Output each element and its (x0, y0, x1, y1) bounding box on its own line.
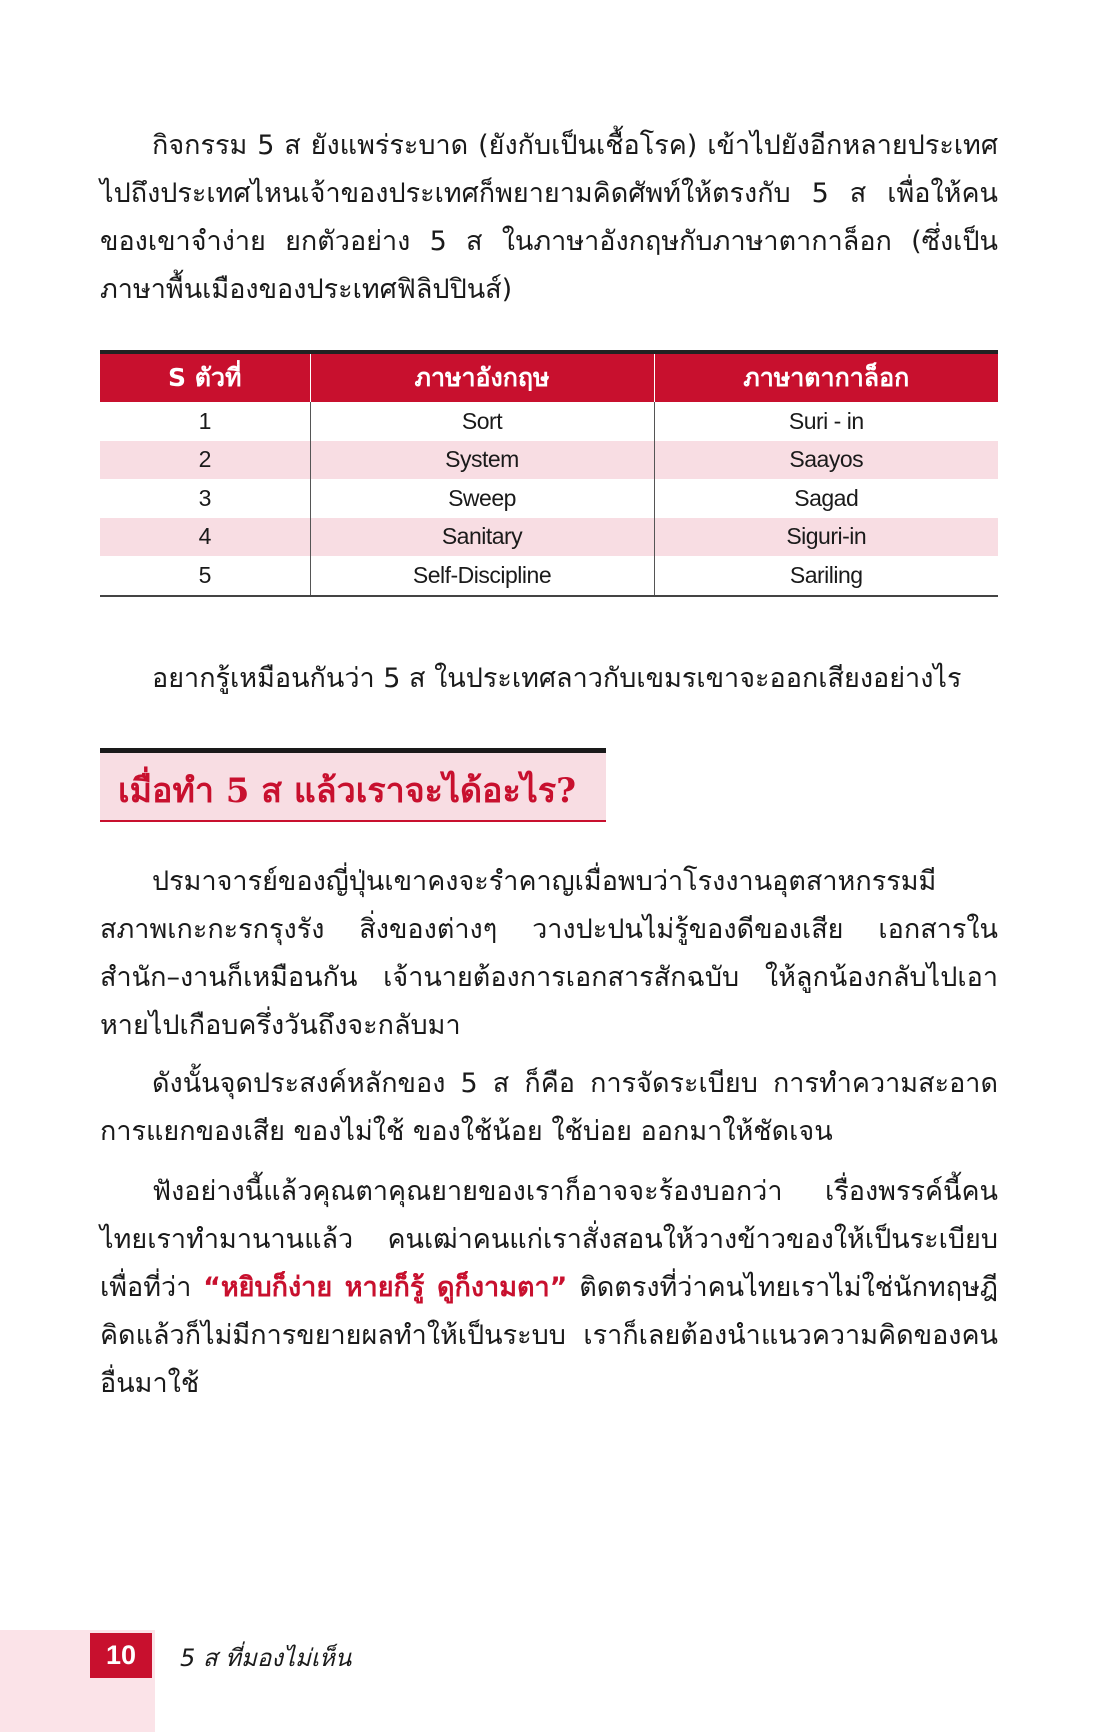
paragraph-4-text-before: ฟังอย่างนี้แล้วคุณตาคุณยายของเราก็อาจจะร้องบอกว่า เรื่องพรรค์นี้คนไทยเราทำมานานแล้ว คนเฒ่าคนแก่เราสั่งสอนให้วางข้าวของให้เป็นระเบียบเพื่อที่ว่า (100, 1176, 998, 1303)
cell-tagalog: Suri - in (654, 402, 998, 441)
cell-number: 3 (198, 484, 211, 511)
cell-english: Sweep (310, 479, 654, 518)
paragraph-4 (100, 1168, 998, 1408)
col-header-english: ภาษาอังกฤษ (310, 352, 654, 402)
table-header-row (100, 352, 998, 402)
highlighted-quote: “หยิบก็ง่าย หายก็รู้ ดูก็งามตา” (203, 1272, 568, 1303)
paragraph-2: ปรมาจารย์ของญี่ปุ่นเขาคงจะรำคาญเมื่อพบว่าโรงงานอุตสาหกรรมมีสภาพเกะกะรกรุงรัง สิ่งของต่างๆ วางปะปนไม่รู้ของดีของเสีย เอกสารในสำนัก–งานก็เหมือนกัน เจ้านายต้องการเอกสารสักฉบับ ให้ลูกน้องกลับไปเอา หายไปเกือบครึ่งวันถึงจะกลับมา (100, 866, 998, 1041)
cell-english: System (310, 441, 654, 480)
table-row (100, 518, 998, 557)
cell-tagalog: Saayos (654, 441, 998, 480)
paragraph-3: ดังนั้นจุดประสงค์หลักของ 5 ส ก็คือ การจัดระเบียบ การทำความสะอาด การแยกของเสีย ของไม่ใช้ ของใช้น้อย ใช้บ่อย ออกมาให้ชัดเจน (100, 1068, 998, 1147)
col-header-tagalog: ภาษาตากาล็อก (654, 352, 998, 402)
section-heading: เมื่อทำ 5 ส แล้วเราจะได้อะไร? (118, 771, 577, 811)
cell-number: 2 (100, 441, 310, 480)
section-heading-box (100, 748, 606, 822)
question-line: อยากรู้เหมือนกันว่า 5 ส ในประเทศลาวกับเขมรเขาจะออกเสียงอย่างไร (152, 663, 962, 694)
paragraph-4-text-after: ติดตรงที่ว่าคนไทยเราไม่ใช่นักทฤษฎี คิดแล้วก็ไม่มีการขยายผลทำให้เป็นระบบ เราก็เลยต้องนำแนวความคิดของคนอื่นมาใช้ (100, 1272, 998, 1399)
cell-tagalog: Sariling (654, 556, 998, 596)
cell-english: Sort (310, 402, 654, 441)
page-number: 10 (90, 1633, 152, 1678)
table-row (100, 556, 998, 596)
cell-tagalog: Sagad (654, 479, 998, 518)
cell-english: Sanitary (310, 518, 654, 557)
cell-english: Self-Discipline (310, 556, 654, 596)
cell-tagalog: Siguri-in (654, 518, 998, 557)
five-s-table (100, 350, 998, 597)
table-row (100, 441, 998, 480)
intro-paragraph: กิจกรรม 5 ส ยังแพร่ระบาด (ยังกับเป็นเชื้อโรค) เข้าไปยังอีกหลายประเทศ ไปถึงประเทศไหนเจ้าของประเทศก็พยายามคิดศัพท์ให้ตรงกับ 5 ส เพื่อให้คนของเขาจำง่าย ยกตัวอย่าง 5 ส ในภาษาอังกฤษกับภาษาตากาล็อก (ซึ่งเป็นภาษาพื้นเมืองของประเทศฟิลิปปินส์) (100, 130, 998, 305)
cell-number: 4 (100, 518, 310, 557)
cell-number: 5 (198, 561, 211, 588)
book-title: 5 ส ที่มองไม่เห็น (180, 1644, 352, 1672)
cell-number: 1 (198, 407, 211, 434)
col-header-s-number: S ตัวที่ (100, 352, 310, 402)
table-row (100, 402, 998, 441)
table-row (100, 479, 998, 518)
